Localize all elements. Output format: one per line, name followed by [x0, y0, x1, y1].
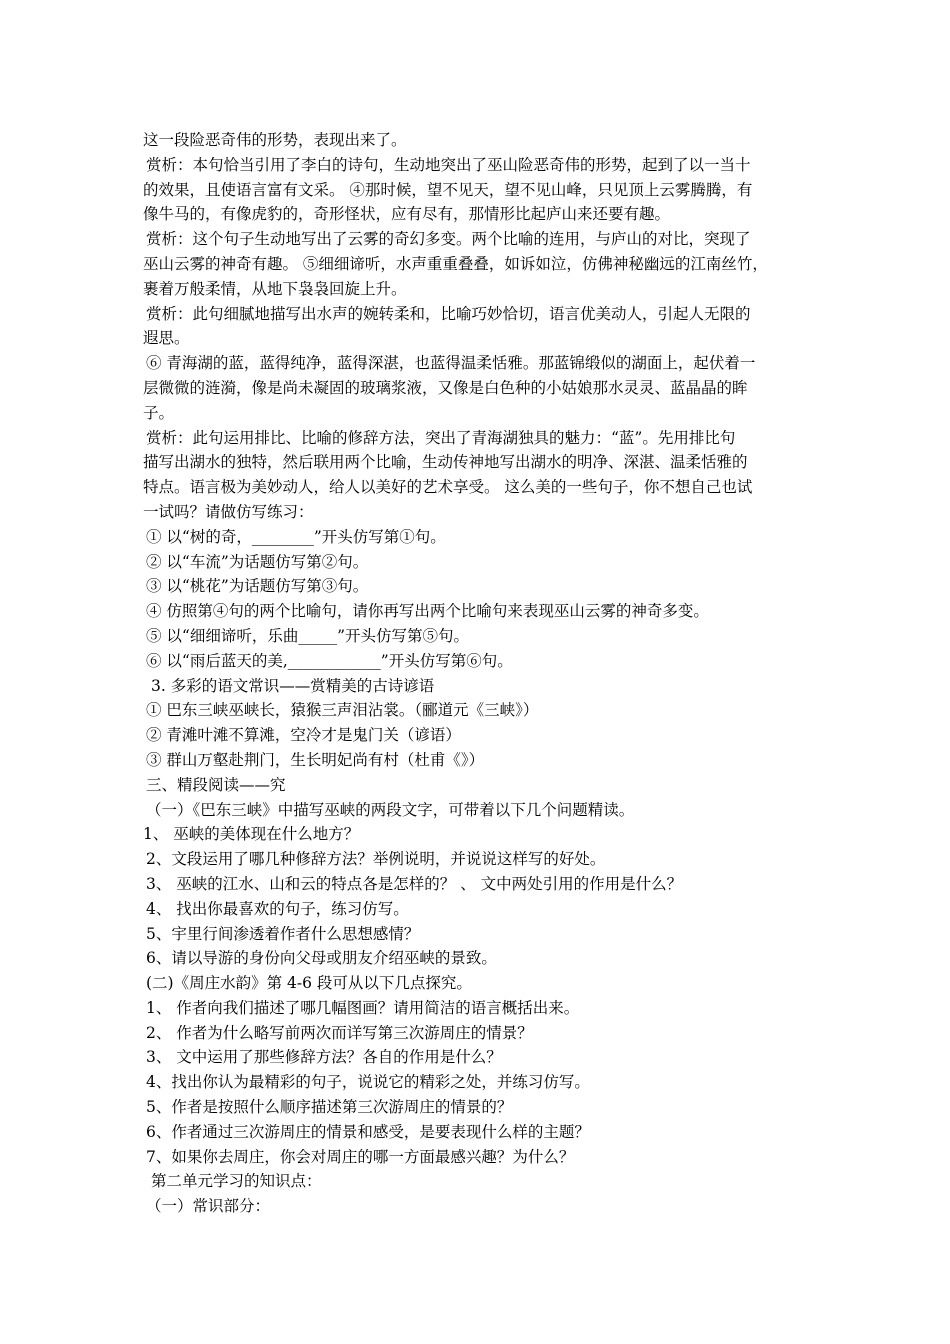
- text-line: ③ 群山万壑赴荆门，生长明妃尚有村（杜甫《》）: [146, 750, 485, 769]
- text-line: 2、文段运用了哪几种修辞方法？举例说明，并说说这样写的好处。: [146, 850, 606, 869]
- text-line: 赏析：这个句子生动地写出了云雾的奇幻多变。两个比喻的连用，与庐山的对比，突现了: [146, 230, 751, 249]
- text-line: 遐思。: [143, 329, 190, 348]
- text-line: 子。: [143, 403, 175, 422]
- text-line: 7、如果你去周庄，你会对周庄的哪一方面最感兴趣？为什么？: [146, 1147, 575, 1166]
- text-line: 1、 作者向我们描述了哪几幅图画？请用简洁的语言概括出来。: [146, 998, 580, 1017]
- text-line: ⑥ 以“雨后蓝天的美,____________”开头仿写第⑥句。: [146, 651, 513, 670]
- text-line: （一）《巴东三峡》中描写巫峡的两段文字，可带着以下几个问题精读。: [146, 800, 635, 819]
- text-line: ① 以“树的奇，________”开头仿写第①句。: [146, 527, 446, 546]
- text-line: ③ 以“桃花”为话题仿写第③句。: [146, 577, 369, 596]
- text-line: 3. 多彩的语文常识——赏精美的古诗谚语: [151, 676, 435, 695]
- text-line: ② 以“车流”为话题仿写第②句。: [146, 552, 369, 571]
- text-line: 描写出湖水的独特，然后联用两个比喻，生动传神地写出湖水的明净、深湛、温柔恬雅的: [143, 453, 748, 472]
- text-line: 4、 找出你最喜欢的句子，练习仿写。: [146, 899, 409, 918]
- text-line: 3、 文中运用了那些修辞方法？各自的作用是什么？: [146, 1048, 502, 1067]
- text-line: 特点。语言极为美妙动人，给人以美好的艺术享受。 这么美的一些句子，你不想自己也试: [143, 478, 753, 497]
- text-line: ⑤ 以“细细谛听，乐曲_____”开头仿写第⑤句。: [146, 626, 470, 645]
- text-line: 2、 作者为什么略写前两次而详写第三次游周庄的情景？: [146, 1023, 533, 1042]
- text-line: 层微微的涟漪，像是尚未凝固的玻璃浆液，又像是白色种的小姑娘那水灵灵、蓝晶晶的眸: [143, 378, 748, 397]
- text-line: 一试吗？请做仿写练习：: [143, 502, 314, 521]
- text-line: （一）常识部分：: [146, 1197, 271, 1216]
- text-line: 赏析：此句细腻地描写出水声的婉转柔和，比喻巧妙恰切，语言优美动人，引起人无限的: [146, 304, 751, 323]
- text-line: ① 巴东三峡巫峡长，猿猴三声泪沾裳。（郦道元《三峡》）: [146, 701, 539, 720]
- text-line: 第二单元学习的知识点：: [151, 1172, 322, 1191]
- text-line: 5、作者是按照什么顺序描述第三次游周庄的情景的？: [146, 1098, 513, 1117]
- text-line: ⑥ 青海湖的蓝，蓝得纯净，蓝得深湛，也蓝得温柔恬雅。那蓝锦缎似的湖面上，起伏着一: [146, 354, 756, 373]
- text-line: 像牛马的，有像虎豹的，奇形怪状，应有尽有，那情形比起庐山来还要有趣。: [143, 205, 671, 224]
- text-line: 6、作者通过三次游周庄的情景和感受，是要表现什么样的主题？: [146, 1122, 590, 1141]
- text-line: 6、请以导游的身份向父母或朋友介绍巫峡的景致。: [146, 949, 497, 968]
- text-line: 3、 巫峡的江水、山和云的特点各是怎样的？ 、 文中两处引用的作用是什么？: [146, 874, 683, 893]
- text-line: (二)《周庄水韵》第 4-6 段可从以下几点探究。: [146, 974, 472, 993]
- text-line: 1、 巫峡的美体现在什么地方？: [143, 825, 360, 844]
- text-line: ④ 仿照第④句的两个比喻句，请你再写出两个比喻句来表现巫山云雾的神奇多变。: [146, 602, 709, 621]
- text-line: 5、宇里行间渗透着作者什么思想感情？: [146, 924, 420, 943]
- text-line: 赏析：本句恰当引用了李白的诗句，生动地突出了巫山险恶奇伟的形势，起到了以一当十: [146, 155, 751, 174]
- text-line: 巫山云雾的神奇有趣。 ⑤细细谛听，水声重重叠叠，如诉如泣，仿佛神秘幽远的江南丝竹，: [143, 254, 768, 273]
- text-line: 裹着万般柔情，从地下袅袅回旋上升。: [143, 279, 407, 298]
- text-line: 4、找出你认为最精彩的句子，说说它的精彩之处，并练习仿写。: [146, 1073, 590, 1092]
- text-line: 这一段险恶奇伟的形势，表现出来了。: [143, 131, 407, 149]
- text-line: 赏析：此句运用排比、比喻的修辞方法，突出了青海湖独具的魅力：“蓝”。先用排比句: [146, 428, 736, 447]
- document-page: [143, 128, 823, 1219]
- text-line: ② 青滩叶滩不算滩，空冷才是鬼门关（谚语）: [146, 726, 461, 745]
- text-line: 的效果，且使语言富有文采。 ④那时候，望不见天，望不见山峰，只见顶上云雾腾腾，有: [143, 180, 753, 199]
- text-line: 三、精段阅读——究: [146, 775, 286, 794]
